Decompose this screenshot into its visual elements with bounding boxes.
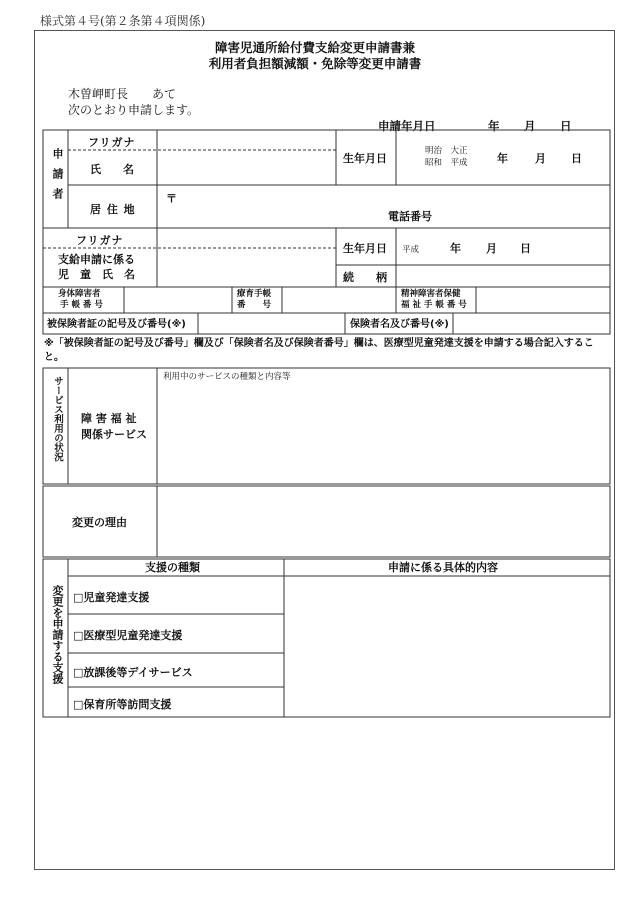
applicant-birth-day: 日: [571, 152, 582, 165]
support-detail-header: 申請に係る具体的内容: [388, 561, 498, 574]
applicant-birthdate-label: 生年月日: [343, 152, 387, 165]
form-subtitle: 利用者負担額減額・免除等変更申請書: [208, 56, 422, 71]
child-birth-month: 月: [486, 242, 497, 255]
child-name-field[interactable]: [157, 249, 336, 287]
apply-date-label: 申請年月日: [378, 119, 436, 133]
insured-number-label: 被保険者証の記号及び番号(※): [47, 319, 186, 330]
mental-cert-label-1: 精神障害者保健: [401, 289, 461, 299]
applicant-era-row2: 昭和 平成: [425, 158, 468, 168]
applicant-name-label: 氏 名: [90, 163, 134, 176]
service-content-hint: 利用中のサービスの種類と内容等: [163, 372, 291, 382]
service-status-section-label: サービス利用の状況: [52, 376, 63, 462]
child-era: 平成: [402, 245, 420, 255]
form-title: 障害児通所給付費支給変更申請書兼: [214, 40, 415, 55]
apply-year: 年: [488, 119, 500, 133]
rehab-cert-label-1: 療育手帳: [237, 289, 272, 299]
applicant-furigana-label: フリガナ: [88, 136, 136, 149]
child-birth-day: 日: [520, 242, 531, 255]
child-birth-year: 年: [450, 242, 461, 255]
support-option-nursery-visit-support[interactable]: □保育所等訪問支援: [73, 698, 172, 711]
postal-mark: 〒: [166, 192, 177, 205]
intro-text: 次のとおり申請します。: [68, 103, 200, 117]
welfare-service-label-1: 障 害 福 祉: [81, 412, 137, 425]
phone-label: 電話番号: [388, 210, 432, 223]
support-detail-field[interactable]: [285, 577, 609, 716]
child-name-label-1: 支給申請に係る: [58, 253, 135, 266]
apply-day: 日: [560, 119, 572, 133]
physical-cert-label-2: 手 帳 番 号: [60, 300, 103, 310]
applicant-section-label: 申請者: [51, 148, 64, 208]
physical-cert-label-1: 身体障害者: [58, 289, 101, 299]
insurance-note: ※「被保険者証の記号及び番号」欄及び「保険者名及び保険者番号」欄は、医療型児童発達支援を申請する場合記入すること。: [44, 338, 594, 363]
support-type-header: 支援の種類: [145, 561, 200, 574]
reason-field[interactable]: [158, 487, 609, 556]
addressee: 木曽岬町長 あて: [68, 87, 177, 101]
applicant-furigana-field[interactable]: [157, 136, 336, 150]
applicant-address-label: 居 住 地: [90, 203, 136, 216]
support-option-child-development[interactable]: □児童発達支援: [73, 591, 150, 604]
applicant-birth-year: 年: [497, 152, 508, 165]
support-option-medical-child-development[interactable]: □医療型児童発達支援: [73, 629, 183, 642]
welfare-service-label-2: 関係サービス: [81, 428, 147, 441]
applicant-era-row1: 明治 大正: [425, 146, 468, 156]
insurer-label: 保険者名及び番号(※): [350, 319, 449, 330]
apply-month: 月: [524, 119, 536, 133]
form-number: 様式第４号(第２条第４項関係): [40, 14, 206, 28]
applicant-name-field[interactable]: [157, 151, 336, 185]
reason-label: 変更の理由: [72, 516, 127, 529]
support-section-label: 変更を申請する支援: [51, 585, 64, 684]
rehab-cert-label-2: 番 号: [237, 300, 272, 310]
applicant-birth-month: 月: [535, 152, 546, 165]
child-furigana-label: フリガナ: [76, 234, 124, 247]
mental-cert-label-2: 福 祉 手 帳 番 号: [401, 300, 467, 310]
support-option-after-school-day-service[interactable]: □放課後等デイサービス: [73, 666, 193, 679]
relation-label: 続 柄: [343, 271, 387, 284]
child-birthdate-label: 生年月日: [343, 242, 387, 255]
child-name-label-2: 児 童 氏 名: [58, 268, 135, 281]
